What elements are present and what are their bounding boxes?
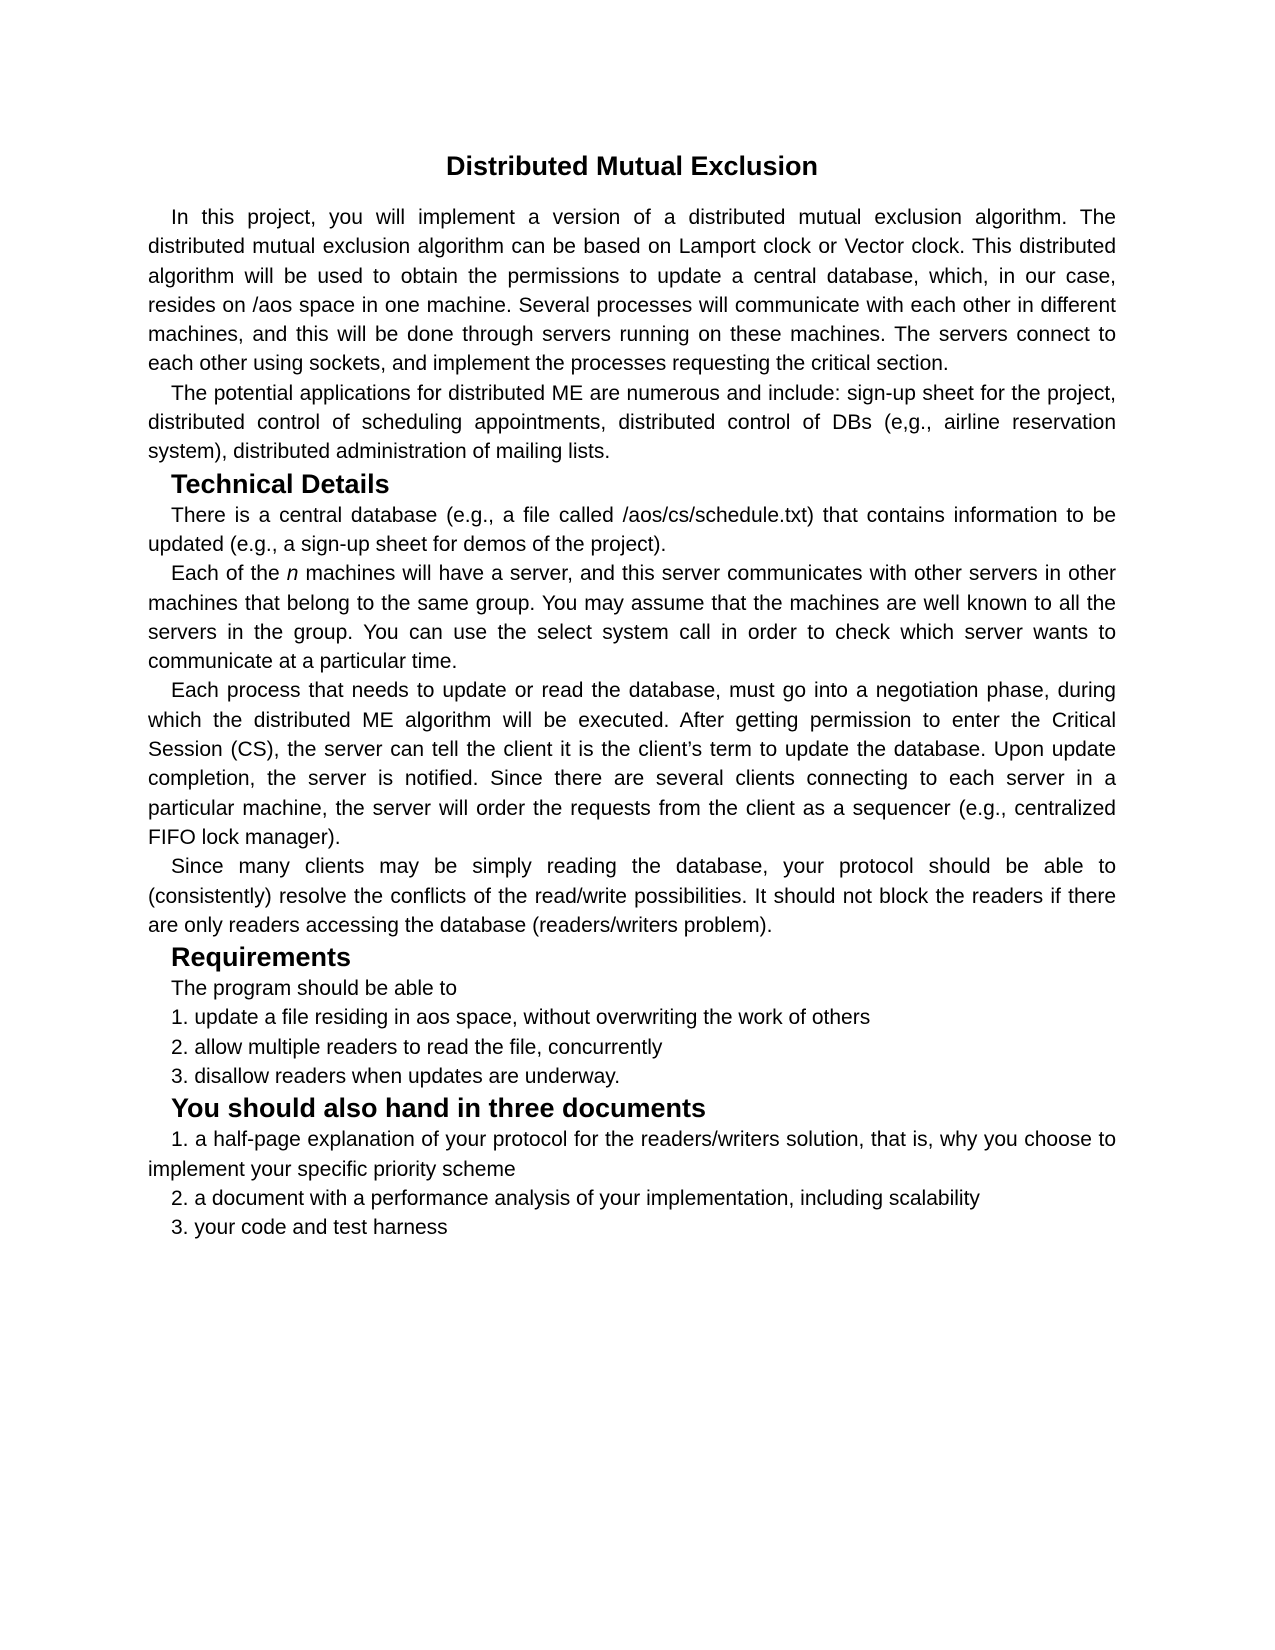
requirements-heading: Requirements: [171, 942, 352, 973]
requirement-item: 3. disallow readers when updates are underway.: [171, 1065, 621, 1089]
technical-details-heading: Technical Details: [171, 468, 390, 499]
technical-paragraph-2-start: Each of the: [171, 562, 287, 586]
document-body: [148, 148, 1116, 1243]
intro-paragraph-2: The potential applications for distributed ME are numerous and include: sign-up sheet for the project, distributed control of scheduling appointments, distributed control of DBs (e,g., airline reservation system), distributed administration of mailing lists.: [148, 381, 1116, 464]
requirement-item: 2. allow multiple readers to read the file, concurrently: [171, 1035, 663, 1059]
document-item: 3. your code and test harness: [171, 1216, 448, 1240]
technical-paragraph-1: There is a central database (e.g., a file called /aos/cs/schedule.txt) that contains information to be updated (e.g., a sign-up sheet for demos of the project).: [148, 503, 1116, 556]
page-title: Distributed Mutual Exclusion: [445, 151, 819, 181]
requirement-item: 1. update a file residing in aos space, without overwriting the work of others: [171, 1006, 871, 1030]
variable-n: n: [286, 562, 299, 586]
technical-paragraph-4: Since many clients may be simply reading the database, your protocol should be able to (consistently) resolve the conflicts of the read/write possibilities. It should not block the readers if there are only readers accessing the database (readers/writers problem).: [148, 855, 1116, 937]
technical-paragraph-2: [148, 559, 1116, 676]
requirements-intro: The program should be able to: [171, 977, 458, 1001]
document-item: 2. a document with a performance analysis of your implementation, including scalability: [171, 1186, 980, 1210]
technical-paragraph-3: Each process that needs to update or read the database, must go into a negotiation phase, during which the distributed ME algorithm will be executed. After getting permission to enter the Critical Session (CS), the server can tell the client it is the client’s term to update the database. Upon update completion, the server is notified. Since there are several clients connecting to each server in a particular machine, the server will order the requests from the client as a sequencer (e.g., centralized FIFO lock manager).: [148, 679, 1116, 849]
documents-heading: You should also hand in three documents: [171, 1093, 707, 1124]
document-item: 1. a half-page explanation of your protocol for the readers/writers solution, that is, why you choose to implement your specific priority scheme: [148, 1128, 1116, 1181]
technical-paragraph-2-end: machines will have a server, and this server communicates with other servers in other machines that belong to the same group. You may assume that the machines are well known to all the servers in the group. You can use the select system call in order to check which server wants to communicate at a particular time.: [148, 562, 1117, 674]
intro-paragraph-1: In this project, you will implement a version of a distributed mutual exclusion algorithm. The distributed mutual exclusion algorithm can be based on Lamport clock or Vector clock. This distributed algorithm will be used to obtain the permissions to update a central database, which, in our case, resides on /aos space in one machine. Several processes will communicate with each other in different machines, and this will be done through servers running on these machines. The servers connect to each other using sockets, and implement the processes requesting the critical section.: [148, 206, 1116, 376]
